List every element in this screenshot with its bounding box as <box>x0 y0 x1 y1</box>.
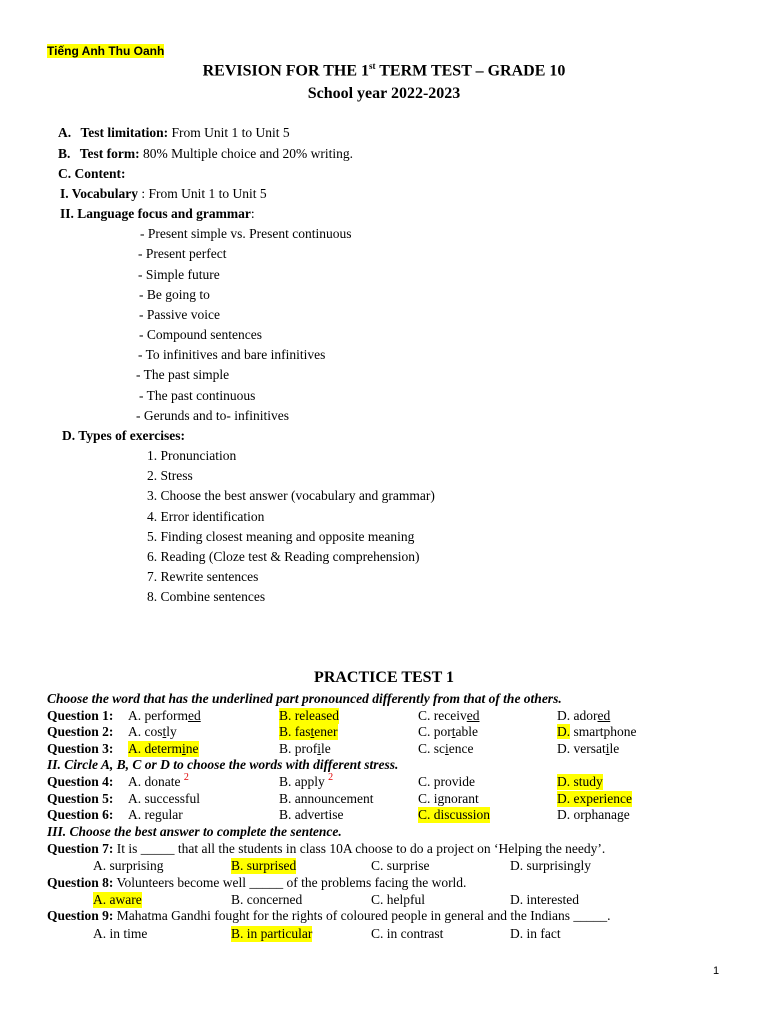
question-7 <box>47 841 605 857</box>
option-text: A. determ <box>128 741 182 756</box>
option-c: C. ignorant <box>418 791 479 806</box>
option-d-answer: D. experience <box>557 791 632 806</box>
option-a: A. surprising <box>93 858 164 873</box>
option-a: A. in time <box>93 926 148 941</box>
option-text: A. donate <box>128 774 181 789</box>
option-text-end: le <box>321 741 331 756</box>
practice-test-title: PRACTICE TEST 1 <box>314 669 454 686</box>
option-b <box>279 724 338 740</box>
instruction-best-answer: III. Choose the best answer to complete the sentence. <box>47 824 342 839</box>
option-a <box>128 724 177 740</box>
question-label: Question 8: <box>47 875 114 890</box>
option-d <box>557 741 619 757</box>
option-text-end: le <box>609 741 620 756</box>
option-b <box>279 741 331 757</box>
section-c-heading: C. Content: <box>58 166 126 181</box>
stress-mark: 2 <box>328 772 334 783</box>
option-c: C. provide <box>418 774 475 789</box>
option-a-answer: A. aware <box>93 892 142 907</box>
option-text-end: ne <box>185 741 199 756</box>
underlined-part: ed <box>187 708 201 723</box>
grammar-item: - The past continuous <box>139 388 256 403</box>
answer-letter: D. <box>557 724 571 739</box>
option-c <box>418 741 474 757</box>
option-a: A. regular <box>128 807 183 822</box>
option-text: D. ador <box>557 708 598 723</box>
underlined-part: t <box>451 724 456 739</box>
question-label: Question 3: <box>47 741 114 756</box>
question-label: Question 9: <box>47 908 114 923</box>
option-text: A. perform <box>128 708 188 723</box>
underlined-part: ed <box>597 708 611 723</box>
exercises-heading: D. Types of exercises: <box>62 428 185 443</box>
exercise-item: 8. Combine sentences <box>147 589 266 604</box>
option-d: D. surprisingly <box>510 858 591 873</box>
question-label: Question 1: <box>47 708 114 723</box>
option-b: B. concerned <box>231 892 303 907</box>
option-c: C. in contrast <box>371 926 444 941</box>
option-b-answer: B. surprised <box>231 858 297 873</box>
option-d: D. in fact <box>510 926 561 941</box>
grammar-item: - Present simple vs. Present continuous <box>140 226 352 241</box>
option-b: B. advertise <box>279 807 344 822</box>
option-text: D. versat <box>557 741 606 756</box>
question-8 <box>47 875 466 891</box>
exercise-item: 3. Choose the best answer (vocabulary and grammar) <box>147 488 435 503</box>
underlined-part: i <box>317 741 322 756</box>
question-9 <box>47 908 611 924</box>
underlined-part: t <box>310 724 315 739</box>
option-a <box>128 774 189 790</box>
option-text: B. prof <box>279 741 318 756</box>
vocabulary-text: : From Unit 1 to Unit 5 <box>138 186 267 201</box>
grammar-heading-line <box>60 206 255 222</box>
underlined-part: i <box>181 741 186 756</box>
option-text: B. apply <box>279 774 325 789</box>
question-label: Question 5: <box>47 791 114 806</box>
option-text: B. fas <box>279 724 311 739</box>
section-a <box>58 125 290 141</box>
option-a-answer <box>128 741 199 757</box>
grammar-item: - To infinitives and bare infinitives <box>138 347 326 362</box>
option-d-answer: D. study <box>557 774 603 789</box>
exercise-item: 1. Pronunciation <box>147 448 237 463</box>
section-b <box>58 146 353 162</box>
section-b-label: B. <box>58 146 71 161</box>
vocabulary-heading: I. Vocabulary <box>60 186 139 201</box>
section-b-text: 80% Multiple choice and 20% writing. <box>139 146 353 161</box>
option-c: C. helpful <box>371 892 425 907</box>
option-text: C. por <box>418 724 452 739</box>
section-b-heading: Test form: <box>79 146 140 161</box>
instruction-pronunciation: Choose the word that has the underlined part pronounced differently from that of the others. <box>47 691 562 706</box>
page-title <box>0 61 768 80</box>
question-label: Question 4: <box>47 774 114 789</box>
instruction-stress: II. Circle A, B, C or D to choose the words with different stress. <box>47 757 399 772</box>
exercise-item: 2. Stress <box>147 468 193 483</box>
underlined-part: ed <box>466 708 480 723</box>
page-number: 1 <box>713 965 720 977</box>
section-a-label: A. <box>58 125 72 140</box>
underlined-part: i <box>445 741 449 756</box>
grammar-heading: II. Language focus and grammar <box>60 206 251 221</box>
option-text-end: ly <box>166 724 177 739</box>
grammar-item: - Simple future <box>138 267 220 282</box>
vocabulary-line <box>60 186 267 202</box>
option-text: C. receiv <box>418 708 467 723</box>
question-label: Question 7: <box>47 841 114 856</box>
option-a <box>128 708 201 724</box>
grammar-item: - Compound sentences <box>139 327 262 342</box>
grammar-item: - Be going to <box>139 287 210 302</box>
option-c <box>418 724 478 740</box>
underlined-part: t <box>162 724 167 739</box>
option-d <box>557 708 610 724</box>
question-text: Volunteers become well _____ of the problems facing the world. <box>113 875 467 890</box>
grammar-colon: : <box>250 206 255 221</box>
title-text-end: TERM TEST – GRADE 10 <box>375 62 566 80</box>
option-c <box>418 708 479 724</box>
option-d-answer <box>557 724 637 740</box>
exercise-item: 7. Rewrite sentences <box>147 569 259 584</box>
option-text-end: able <box>455 724 479 739</box>
exercise-item: 6. Reading (Cloze test & Reading comprehension) <box>147 549 420 564</box>
option-text: A. cos <box>128 724 163 739</box>
grammar-item: - Present perfect <box>138 246 227 261</box>
option-d: D. interested <box>510 892 579 907</box>
grammar-item: - Gerunds and to- infinitives <box>136 408 289 423</box>
option-c: C. surprise <box>371 858 430 873</box>
question-text: Mahatma Gandhi fought for the rights of coloured people in general and the Indians _____. <box>113 908 611 923</box>
option-c-answer: C. discussion <box>418 807 491 822</box>
option-b: B. announcement <box>279 791 374 806</box>
option-a: A. successful <box>128 791 200 806</box>
option-b-answer: B. released <box>279 708 339 723</box>
question-label: Question 6: <box>47 807 114 822</box>
exercise-item: 4. Error identification <box>147 509 265 524</box>
question-text: It is _____ that all the students in class 10A choose to do a project on ‘Helping the needy’. <box>113 841 606 856</box>
option-d: D. orphanage <box>557 807 630 822</box>
option-text-end: ener <box>314 724 338 739</box>
title-superscript: st <box>369 61 376 71</box>
brand-label: Tiếng Anh Thu Oanh <box>47 44 165 58</box>
option-text-end: ence <box>448 741 474 756</box>
section-a-heading: Test limitation: <box>80 125 169 140</box>
underlined-part: i <box>605 741 610 756</box>
grammar-item: - Passive voice <box>139 307 220 322</box>
grammar-item: - The past simple <box>136 367 230 382</box>
page-subtitle: School year 2022-2023 <box>307 85 461 102</box>
option-text: smartphone <box>570 724 637 739</box>
title-text: REVISION FOR THE 1 <box>202 62 370 80</box>
option-text: C. sc <box>418 741 445 756</box>
option-b-answer: B. in particular <box>231 926 313 941</box>
section-a-text: From Unit 1 to Unit 5 <box>168 125 290 140</box>
question-label: Question 2: <box>47 724 114 739</box>
stress-mark: 2 <box>183 772 189 783</box>
exercise-item: 5. Finding closest meaning and opposite meaning <box>147 529 415 544</box>
option-b <box>279 774 333 790</box>
